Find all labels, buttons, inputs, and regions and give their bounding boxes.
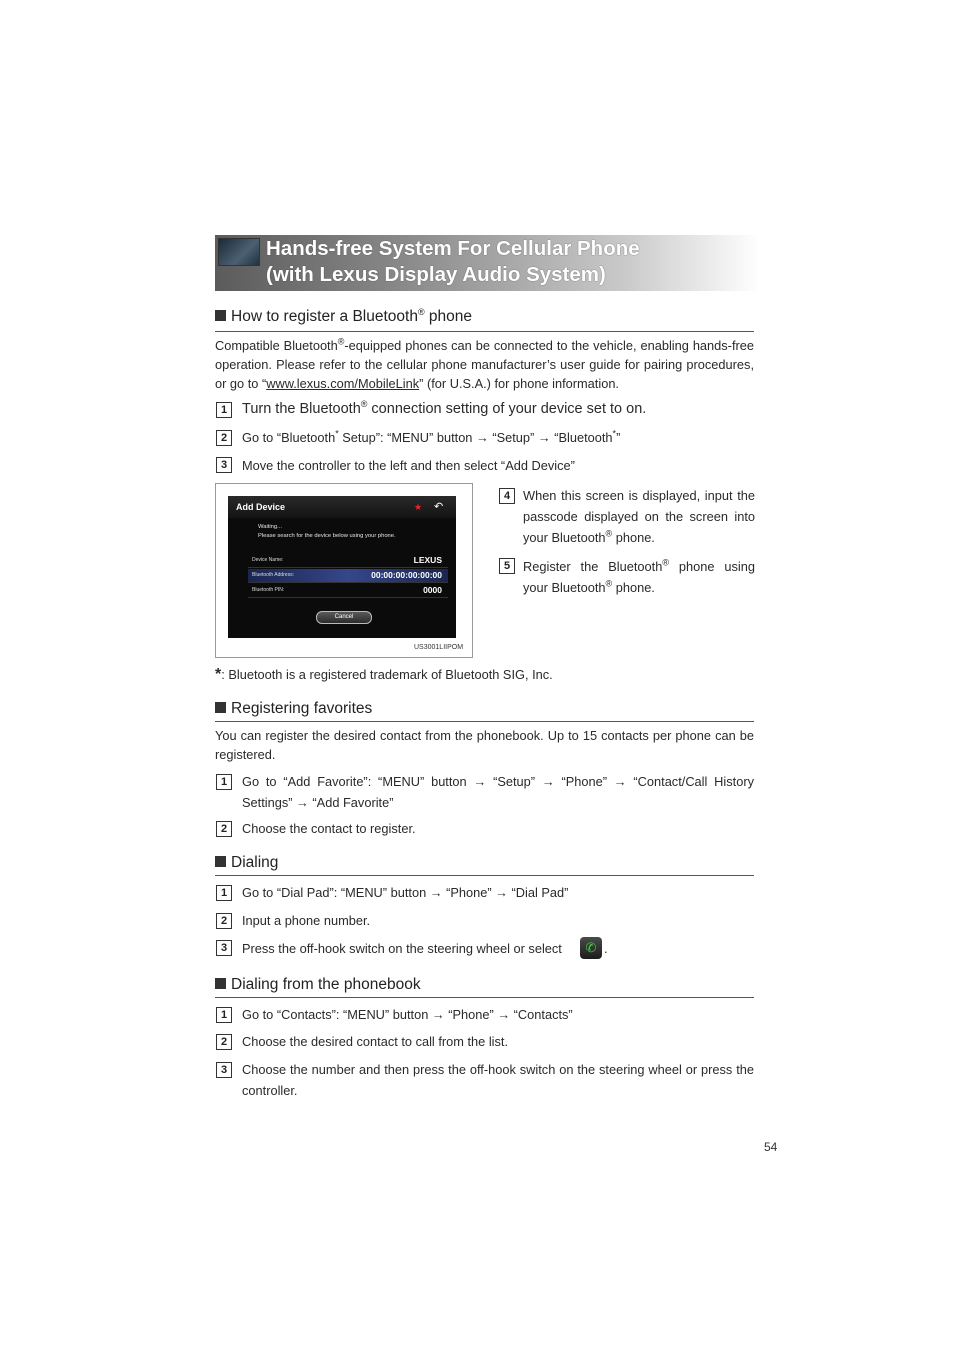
register-step-3: Move the controller to the left and then select “Add Device” <box>242 458 575 473</box>
phonebook-step-2: Choose the desired contact to call from the list. <box>242 1034 509 1049</box>
image-code: US3001LIIPOM <box>414 644 464 651</box>
step-number-1: 1 <box>216 1007 232 1023</box>
step-number-3: 3 <box>216 940 232 956</box>
step-number-2: 2 <box>216 821 232 837</box>
section-title-dialing: Dialing <box>215 854 278 872</box>
step-number-2: 2 <box>216 913 232 929</box>
register-step-4: When this screen is displayed, input the passcode displayed on the screen into your Bluetooth® phone. <box>523 488 755 545</box>
step-number-3: 3 <box>216 1062 232 1078</box>
section-title-favorites: Registering favorites <box>215 700 372 718</box>
mobilelink-link[interactable]: www.lexus.com/MobileLink <box>266 376 420 391</box>
section-title-phonebook: Dialing from the phonebook <box>215 976 421 994</box>
phonebook-step-1: Go to “Contacts”: “MENU” button → “Phone” → “Contacts” <box>242 1007 573 1022</box>
section-title-register: How to register a Bluetooth® phone <box>215 308 472 326</box>
page-number: 54 <box>764 1140 778 1154</box>
section-rule <box>215 331 754 332</box>
page-title-line1: Hands-free System For Cellular Phone <box>266 237 640 260</box>
page-title-line2: (with Lexus Display Audio System) <box>266 263 606 286</box>
back-arrow-icon: ↶ <box>434 501 444 513</box>
screen-message: Waiting... Please search for the device below using your phone. <box>258 524 396 539</box>
dialing-step-3-tail: . <box>604 941 608 956</box>
step-number-5: 5 <box>499 558 515 574</box>
step-number-1: 1 <box>216 402 232 418</box>
screen-title: Add Device <box>236 502 286 512</box>
dialing-step-2: Input a phone number. <box>242 913 371 928</box>
step-number-2: 2 <box>216 430 232 446</box>
dialing-step-1: Go to “Dial Pad”: “MENU” button → “Phone” → “Dial Pad” <box>242 885 569 900</box>
register-step-5: Register the Bluetooth® phone using your Bluetooth® phone. <box>523 557 755 595</box>
phonebook-step-3: Choose the number and then press the off-hook switch on the steering wheel or press the controller. <box>242 1062 754 1098</box>
banner-thumbnail-image <box>218 238 260 266</box>
step-number-4: 4 <box>499 488 515 504</box>
bluetooth-address-row: Bluetooth Address: 00:00:00:00:00:00 <box>248 569 448 583</box>
footnote: *: Bluetooth is a registered trademark of Bluetooth SIG, Inc. <box>215 666 553 683</box>
step-number-3: 3 <box>216 457 232 473</box>
page-title <box>266 236 640 288</box>
step-number-1: 1 <box>216 885 232 901</box>
section-bullet-icon <box>215 310 226 321</box>
dialing-step-3: Press the off-hook switch on the steering wheel or select <box>242 941 562 956</box>
add-device-screen <box>228 496 456 638</box>
favorites-intro: You can register the desired contact from the phonebook. Up to 15 contacts per phone can be registered. <box>215 728 754 762</box>
cancel-button: Cancel <box>316 611 372 624</box>
bluetooth-pin-row: Bluetooth PIN: 0000 <box>248 584 448 598</box>
phone-offhook-icon: ✆ <box>580 937 602 959</box>
section-bullet-icon <box>215 856 226 867</box>
step-number-1: 1 <box>216 774 232 790</box>
step-number-2: 2 <box>216 1034 232 1050</box>
section-rule <box>215 875 754 876</box>
favorite-icon: ★ <box>414 502 423 512</box>
register-step-2: Go to “Bluetooth* Setup”: “MENU” button → “Setup” → “Bluetooth*” <box>242 428 621 445</box>
register-intro: Compatible Bluetooth®-equipped phones can be connected to the vehicle, enabling hands-free operation. Please refer to the cellular phone manufacturer’s user guide for pairing procedures, or go to “www.lexus.com/MobileLink” (for U.S.A.) for phone information. <box>215 336 754 391</box>
section-bullet-icon <box>215 978 226 989</box>
device-name-row: Device Name: LEXUS <box>248 554 448 568</box>
section-bullet-icon <box>215 702 226 713</box>
favorites-step-2: Choose the contact to register. <box>242 821 416 836</box>
section-rule <box>215 997 754 998</box>
section-rule <box>215 721 754 722</box>
favorites-step-1: Go to “Add Favorite”: “MENU” button → “Setup” → “Phone” → “Contact/Call History Settings” → “Add Favorite” <box>242 774 754 810</box>
register-step-1: Turn the Bluetooth® connection setting of your device set to on. <box>242 399 647 417</box>
